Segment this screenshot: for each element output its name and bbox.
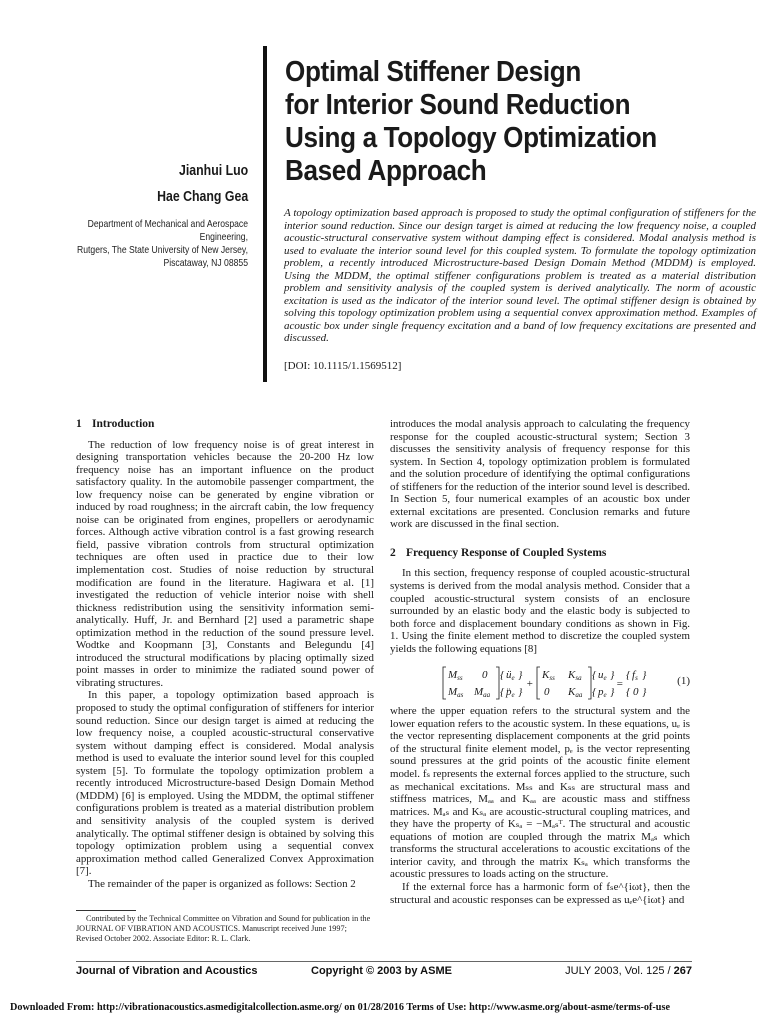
- footer-rule: [76, 961, 692, 962]
- body-paragraph: The reduction of low frequency noise is of great interest in designing transportation vehicles because the 20-200 Hz low frequency noise has an important influence on the product satisfactory quality. In the automobile passenger compartment, the low frequency noise can be generated by engine vibration or induced by road roughness; in the aircraft cabin, the low frequency noise can be originated from engines, propellers or aerodynamic forces. Although active vibration control is a fast growing research field, passive vibration controls from structural optimization techniques are often used in practice due to their low implementation cost. Studies of noise reduction by structural modification are found in the literature. Hagiwara et al. [1] investigated the reduction of vehicle interior noise with shell thickness redistribution using the sensitivity information semi-analytically. Huff, Jr. and Bernhard [2] used a parametric shape optimization method in the reduction of the sound pressure level. Wodtke and Koopmann [3], Constants and Belegundu [4] introduced the structural modifications by placing optimally sized point masses in order to minimize the radiated sound power of vibrating structures.: [76, 438, 374, 689]
- page-number: 267: [673, 965, 692, 977]
- author-name: Hae Chang Gea: [156, 189, 248, 205]
- issue-text: JULY 2003, Vol. 125: [565, 965, 665, 977]
- body-paragraph: The remainder of the paper is organized as follows: Section 2: [88, 877, 356, 890]
- body-paragraph: where the upper equation refers to the structural system and the lower equation refers to the acoustic system. In these equations, uₑ is the vector representing displacement components at the grid points of the structural finite element model, pₑ is the vector representing sound pressures at the grid points of the acoustic finite element model. fₛ represents the external forces applied to the structure, such as mechanical excitations. Mₛₛ and Kₛₛ are structural mass and stiffness matrices, Mₐₐ and Kₐₐ are acoustic mass and stiffness matrices. Mₐₛ and Kₛₐ are acoustic-structural coupling matrices, and they have the property of Kₛₐ = −Mₐₛᵀ. The structural and acoustic equations of motion are coupled through the matrix Mₐₛ which transforms the structural accelerations to acoustic excitations of the interior cavity, and through the matrix Kₛₐ which transforms the acoustic pressures to loads acting on the structure.: [390, 705, 690, 881]
- section-title: Frequency Response of Coupled Systems: [406, 546, 607, 559]
- svg-text:+: +: [526, 678, 534, 691]
- affiliation-line: Piscataway, NJ 08855: [163, 257, 248, 269]
- body-paragraph: In this section, frequency response of coupled acoustic-structural systems is derived from the modal analysis method. Consider that a coupled acoustic-structural system consists of an enclosure surrounded by an elastic body and the elastic body is subjected to both force and displacement boundary conditions as shown in Fig. 1. Using the finite element method to discretize the coupled system yields the following equations [8]: [390, 567, 690, 655]
- svg-text:=: =: [616, 678, 624, 691]
- svg-text:Ksa: Ksa: [568, 669, 582, 683]
- svg-text:Mas: Mas: [448, 686, 464, 700]
- footer-issue-info: [565, 965, 692, 977]
- svg-text:}: }: [518, 669, 523, 682]
- svg-text:{: {: [626, 669, 631, 682]
- section-number: 2: [390, 546, 396, 559]
- svg-text:}: }: [610, 669, 615, 682]
- section-number: 1: [76, 418, 82, 430]
- equation-block: [390, 663, 690, 701]
- svg-text:pe: pe: [598, 686, 607, 700]
- equation-number: (1): [677, 675, 690, 688]
- doi-reference[interactable]: [DOI: 10.1115/1.1569512]: [284, 360, 402, 372]
- section-heading: [390, 547, 690, 560]
- author-list: [157, 158, 248, 210]
- affiliation-line: Department of Mechanical and Aerospace: [87, 218, 248, 230]
- title-line: Based Approach: [285, 155, 487, 187]
- footer-copyright: Copyright © 2003 by ASME: [311, 965, 452, 977]
- section-heading: [76, 418, 374, 431]
- matrix-equation: [440, 665, 650, 701]
- svg-text:{: {: [500, 686, 505, 699]
- right-column: [390, 418, 690, 906]
- svg-text:0: 0: [544, 686, 550, 699]
- title-line: for Interior Sound Reduction: [285, 89, 631, 121]
- svg-text:ue: ue: [598, 669, 607, 683]
- footnote: [76, 914, 374, 944]
- affiliation-line: Engineering,: [199, 231, 248, 243]
- body-paragraph: introduces the modal analysis approach to calculating the frequency response for the coupled acoustic-structural system; Section 3 discusses the sensitivity analysis of frequency response for this system. In Section 4, topology optimization problem is formulated and the solution procedure of identifying the optimal configurations of stiffeners for the reduction of the interior sound level is described. In Section 5, four numerical examples of an acoustic box under external excitations are presented. Conclusion remarks and future work are discussed in the final section.: [390, 418, 690, 531]
- svg-text:}: }: [610, 686, 615, 699]
- svg-text:{: {: [592, 686, 597, 699]
- svg-text:{: {: [626, 686, 631, 699]
- author-name: Jianhui Luo: [178, 163, 248, 179]
- svg-text:{: {: [592, 669, 597, 682]
- section-title: Introduction: [92, 418, 155, 430]
- svg-text:{: {: [500, 669, 505, 682]
- svg-text:Maa: Maa: [474, 686, 491, 700]
- title-rule: [263, 46, 267, 382]
- svg-text:}: }: [642, 669, 647, 682]
- svg-text:Kss: Kss: [542, 669, 555, 683]
- svg-text:Kaa: Kaa: [568, 686, 583, 700]
- body-paragraph: If the external force has a harmonic form of fₛe^{iωt}, then the structural and acoustic responses can be expressed as uₑe^{iωt} and: [390, 880, 690, 906]
- footnote-text: Contributed by the Technical Committee on Vibration and Sound for publication in the JOURNAL OF VIBRATION AND ACOUSTICS. Manuscript received June 1997; Revised October 2002. Associate Editor: R. L. Clark.: [76, 914, 371, 943]
- svg-text:0: 0: [482, 669, 488, 682]
- svg-text:}: }: [518, 686, 523, 699]
- title-line: Using a Topology Optimization: [285, 122, 657, 154]
- svg-text:}: }: [642, 686, 647, 699]
- footer-journal-name: Journal of Vibration and Acoustics: [76, 965, 258, 977]
- svg-text:üe: üe: [506, 669, 515, 683]
- article-title: [285, 56, 708, 188]
- download-notice[interactable]: Downloaded From: http://vibrationacoustics.asmedigitalcollection.asme.org/ on 01/28/2016 Terms of Use: http://www.asme.org/about-asme/terms-of-use: [10, 1002, 670, 1013]
- title-line: Optimal Stiffener Design: [285, 56, 581, 88]
- footnote-rule: [76, 910, 136, 911]
- left-column: [76, 418, 374, 890]
- body-paragraph: In this paper, a topology optimization based approach is proposed to study the optimal configuration of stiffeners for interior sound reduction. Since our design target is aimed at reducing the low frequency noise, a coupled acoustic-structural conservative system without damping effect is considered. Modal analysis method is used to evaluate the interior sound level for this coupled system [5]. To formulate the topology optimization problem a recently introduced Microstructure-based Design Domain Method (MDDM) [6] is employed. Using the MDDM, the optimal stiffener configurations problem is treated as a material distribution problem and sensitivity analysis of the coupled system is derived analytically. The optimal stiffener design is obtained by solving this topology optimization problem using a sequential convex approximation method called Generalized Convex Approximation [7].: [76, 689, 374, 878]
- svg-text:fs: fs: [632, 669, 638, 683]
- svg-text:p̈e: p̈e: [506, 686, 515, 700]
- abstract-text: A topology optimization based approach is proposed to study the optimal configuration of stiffeners for the interior sound reduction. Since our design target is aimed at reducing the low frequency noise, a coupled acoustic-structural conservative system without damping effect is considered. Modal analysis method is used to evaluate the interior sound level for this coupled system. To formulate the topology optimization problem, a recently introduced Microstructure-based Design Domain Method (MDDM) is employed. Using the MDDM, the optimal stiffener configurations problem is treated as a material distribution problem and sensitivity analysis of the coupled system is derived analytically. The norm of acoustic excitation is used as the indicator of the interior sound level. The optimal stiffener design is obtained by solving this topology optimization problem using a sequential convex approximation method. Examples of acoustic box under single frequency excitation and a band of low frequency excitations are presented and discussed.: [284, 207, 756, 344]
- affiliation-line: Rutgers, The State University of New Jersey,: [77, 244, 248, 256]
- svg-text:Mss: Mss: [448, 669, 463, 683]
- issue-separator: /: [667, 965, 671, 977]
- author-affiliation: [68, 218, 248, 270]
- svg-text:0: 0: [633, 686, 639, 699]
